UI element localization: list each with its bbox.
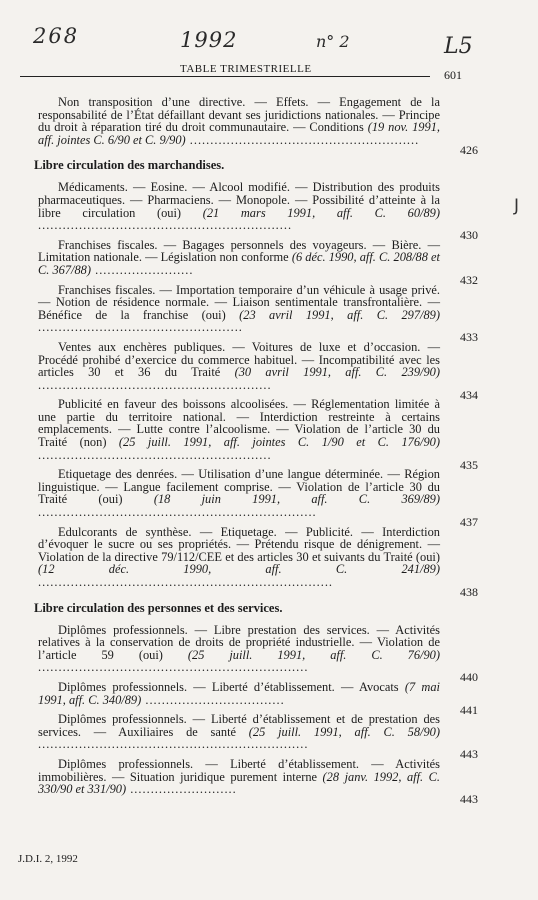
entry-reference: (18 juin 1991, aff. C. 369/89): [153, 492, 440, 507]
leader-dots: .........................................................: [38, 377, 272, 392]
handwritten-code: L5: [444, 34, 473, 59]
leader-dots: ....................................................................: [38, 505, 317, 520]
entry-text: Edulcorants de synthèse. — Etiquetage. — Publicité. — Interdiction d’évoquer le sucre ou ses propriétés. — Prétendu risque de dénigrement. — Violation de la directive 79/112/CEE et des articles 30 et suivants du Traité (oui): [38, 524, 440, 564]
leader-dots: .........................................................: [38, 447, 272, 462]
index-entry: [38, 622, 478, 685]
leader-dots: ........................................................: [185, 132, 420, 147]
entry-reference: (12 déc. 1990, aff. C. 241/89): [38, 562, 440, 577]
index-entry: [38, 756, 478, 807]
entry-reference: (21 mars 1991, aff. C. 60/89): [202, 205, 440, 220]
handwritten-year: 1992: [180, 28, 238, 52]
entry-page-number: 441: [460, 702, 478, 717]
header-rule: [20, 76, 430, 77]
entry-reference: (25 juill. 1991, aff. C. 58/90): [248, 724, 440, 739]
leader-dots: ..................................................................: [38, 737, 309, 752]
section-heading: Libre circulation des marchandises.: [34, 158, 225, 173]
entry-text: Médicaments. — Eosine. — Alcool modifié. — Distribution des produits pharmaceutiques. — Pharmaciens. — Monopole. — Possibilité d’atteinte à la libre circulation (oui): [38, 180, 440, 220]
entry-reference: (28 janv. 1992, aff. C. 330/90 et 331/90): [38, 769, 440, 797]
journal-footer: J.D.I. 2, 1992: [18, 853, 78, 865]
handwritten-issue: n° 2: [316, 32, 350, 51]
handwritten-volume-number: 268: [33, 24, 80, 48]
entry-page-number: 438: [460, 585, 478, 599]
index-entry: [38, 95, 478, 157]
entry-reference: (25 juill. 1991, aff. C. 76/90): [187, 647, 440, 662]
index-entry: [38, 180, 478, 243]
index-entry: [38, 397, 478, 472]
entry-reference: (23 avril 1991, aff. C. 297/89): [239, 307, 440, 322]
entry-reference: (6 déc. 1990, aff. C. 208/88 et C. 367/88): [38, 250, 440, 277]
entry-page-number: 435: [460, 457, 478, 472]
entry-reference: (30 avril 1991, aff. C. 239/90): [234, 365, 440, 380]
leader-dots: ..................................................: [38, 320, 243, 335]
entry-page-number: 437: [460, 515, 478, 530]
index-entry: [38, 237, 478, 287]
index-content: [34, 95, 478, 807]
entry-text: Diplômes professionnels. — Liberté d’établissement et de prestation des services. — Auxiliaires de santé: [38, 712, 440, 739]
entry-text: Diplômes professionnels. — Libre prestation des services. — Activités relatives à la conservation de droits de propriété industrielle. — Violation de l’article 59 (oui): [38, 622, 440, 662]
section-heading: Libre circulation des personnes et des services.: [34, 600, 283, 615]
entry-page-number: 440: [460, 670, 478, 685]
leader-dots: ..................................................................: [38, 660, 309, 675]
index-entry: [38, 282, 478, 345]
index-entry: [38, 467, 478, 530]
entry-page-number: 443: [460, 792, 478, 807]
entry-page-number: 434: [460, 387, 478, 402]
index-entry: [38, 339, 478, 402]
index-entry: [38, 712, 478, 762]
entry-text: Diplômes professionnels. — Liberté d’établissement. — Activités immobilières. — Situation juridique purement interne: [38, 756, 440, 784]
entry-reference: (25 juill. 1991, aff. jointes C. 1/90 et C. 176/90): [118, 435, 441, 450]
entry-page-number: 433: [460, 330, 478, 345]
running-title: TABLE TRIMESTRIELLE: [180, 63, 312, 75]
entry-text: Publicité en faveur des boissons alcoolisées. — Réglementation limitée à une partie du territoire national. — Interdiction restreinte à certains emplacements. — Lutte contre l’alcoolisme. — Violation de l’article 30 du Traité (non): [38, 397, 440, 450]
entry-page-number: 432: [460, 272, 478, 287]
leader-dots: ..............................................................: [38, 218, 293, 233]
entry-reference: (7 mai 1991, aff. C. 340/89): [38, 679, 440, 707]
entry-text: Etiquetage des denrées. — Utilisation d’une langue déterminée. — Région linguistique. — Langue facilement comprise. — Violation de l’article 30 du Traité (oui): [38, 467, 440, 507]
entry-page-number: 443: [460, 747, 478, 762]
entry-text: Non transposition d’une directive. — Effets. — Engagement de la responsabilité de l’État défaillant devant ses juridictions nationales. — Principe du droit à réparation tiré du droit communautaire. — Conditions: [38, 95, 440, 135]
leader-dots: ..........................: [126, 782, 237, 797]
leader-dots: ..................................: [141, 692, 285, 707]
entry-page-number: 430: [460, 228, 478, 243]
leader-dots: ........................: [91, 262, 194, 277]
entry-page-number: 426: [460, 142, 478, 157]
entry-text: Franchises fiscales. — Bagages personnels des voyageurs. — Bière. — Limitation nationale. — Législation non conforme: [38, 237, 440, 265]
page-number: 601: [444, 68, 462, 82]
entry-text: Diplômes professionnels. — Liberté d’établissement. — Avocats: [58, 679, 405, 694]
entry-text: Franchises fiscales. — Importation temporaire d’un véhicule à usage privé. — Notion de résidence normale. — Liaison sentimentale transfrontalière. — Bénéfice de la franchise (oui): [38, 282, 440, 322]
margin-mark: J: [514, 196, 520, 216]
index-entry: [38, 679, 478, 717]
leader-dots: ........................................................................: [38, 575, 334, 589]
index-entry: [38, 524, 478, 599]
entry-reference: (19 nov. 1991, aff. jointes C. 6/90 et C. 9/90): [38, 120, 440, 147]
entry-text: Ventes aux enchères publiques. — Voitures de luxe et d’occasion. — Procédé prohibé d’exercice du commerce habituel. — Incompatibilité avec les articles 30 et 36 du Traité: [38, 339, 440, 380]
